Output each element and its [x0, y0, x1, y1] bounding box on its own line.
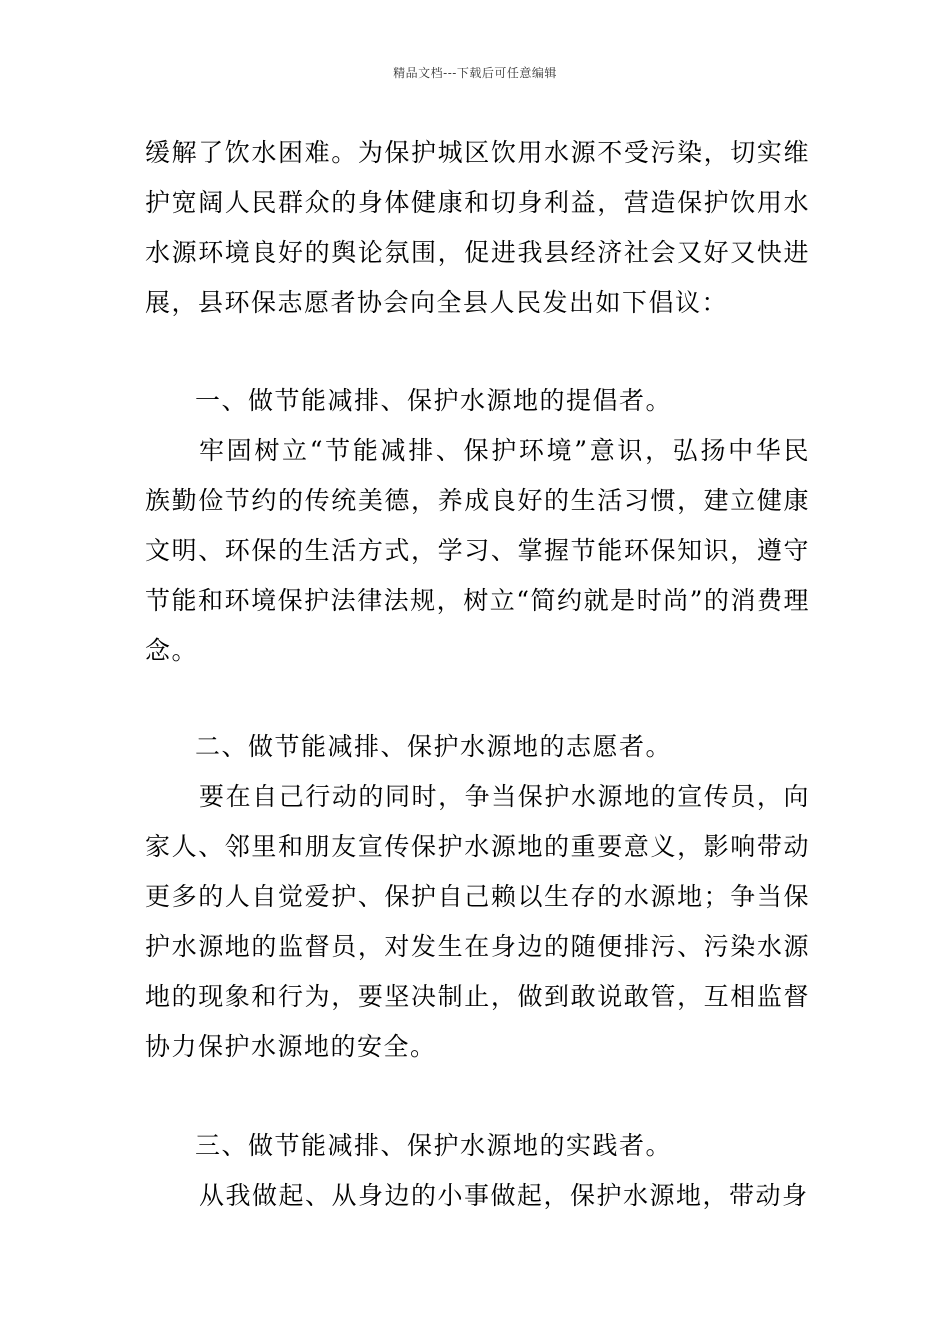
section-2-paragraph-text: 要在自己行动的同时，争当保护水源地的宣传员，向家人、邻里和朋友宣传保护水源地的重要意义，影响带动更多的人自觉爱护、保护自己赖以生存的水源地；争当保护水源地的监督员，对发生在身边的随便排污、污染水源地的现象和行为，要坚决制止，做到敢说敢管，互相监督协力保护水源地的安全。 — [145, 782, 810, 1061]
section-3-heading — [145, 1121, 810, 1171]
section-1-paragraph-text: 牢固树立“节能减排、保护环境”意识，弘扬中华民族勤俭节约的传统美德，养成良好的生活习惯，建立健康文明、环保的生活方式，学习、掌握节能环保知识，遵守节能和环境保护法律法规，树立“简约就是时尚”的消费理念。 — [145, 436, 810, 665]
page-header: 精品文档---下载后可任意编辑 — [393, 66, 557, 80]
section-2-heading-text: 二、做节能减排、保护水源地的志愿者。 — [195, 732, 673, 761]
section-2-heading — [145, 722, 810, 772]
section-3-paragraph-text: 从我做起、从身边的小事做起，保护水源地，带动身 — [199, 1181, 809, 1210]
section-3-paragraph — [145, 1171, 810, 1221]
section-2-paragraph — [145, 772, 810, 1072]
section-1-heading — [145, 376, 810, 426]
intro-paragraph — [145, 128, 810, 328]
intro-paragraph-text: 缓解了饮水困难。为保护城区饮用水源不受污染，切实维护宽阔人民群众的身体健康和切身利益，营造保护饮用水水源环境良好的舆论氛围，促进我县经济社会又好又快进展，县环保志愿者协会向全县人民发出如下倡议： — [145, 138, 810, 317]
section-3-heading-text: 三、做节能减排、保护水源地的实践者。 — [195, 1131, 673, 1160]
section-1-paragraph — [145, 426, 810, 676]
section-1-heading-text: 一、做节能减排、保护水源地的提倡者。 — [195, 386, 673, 415]
